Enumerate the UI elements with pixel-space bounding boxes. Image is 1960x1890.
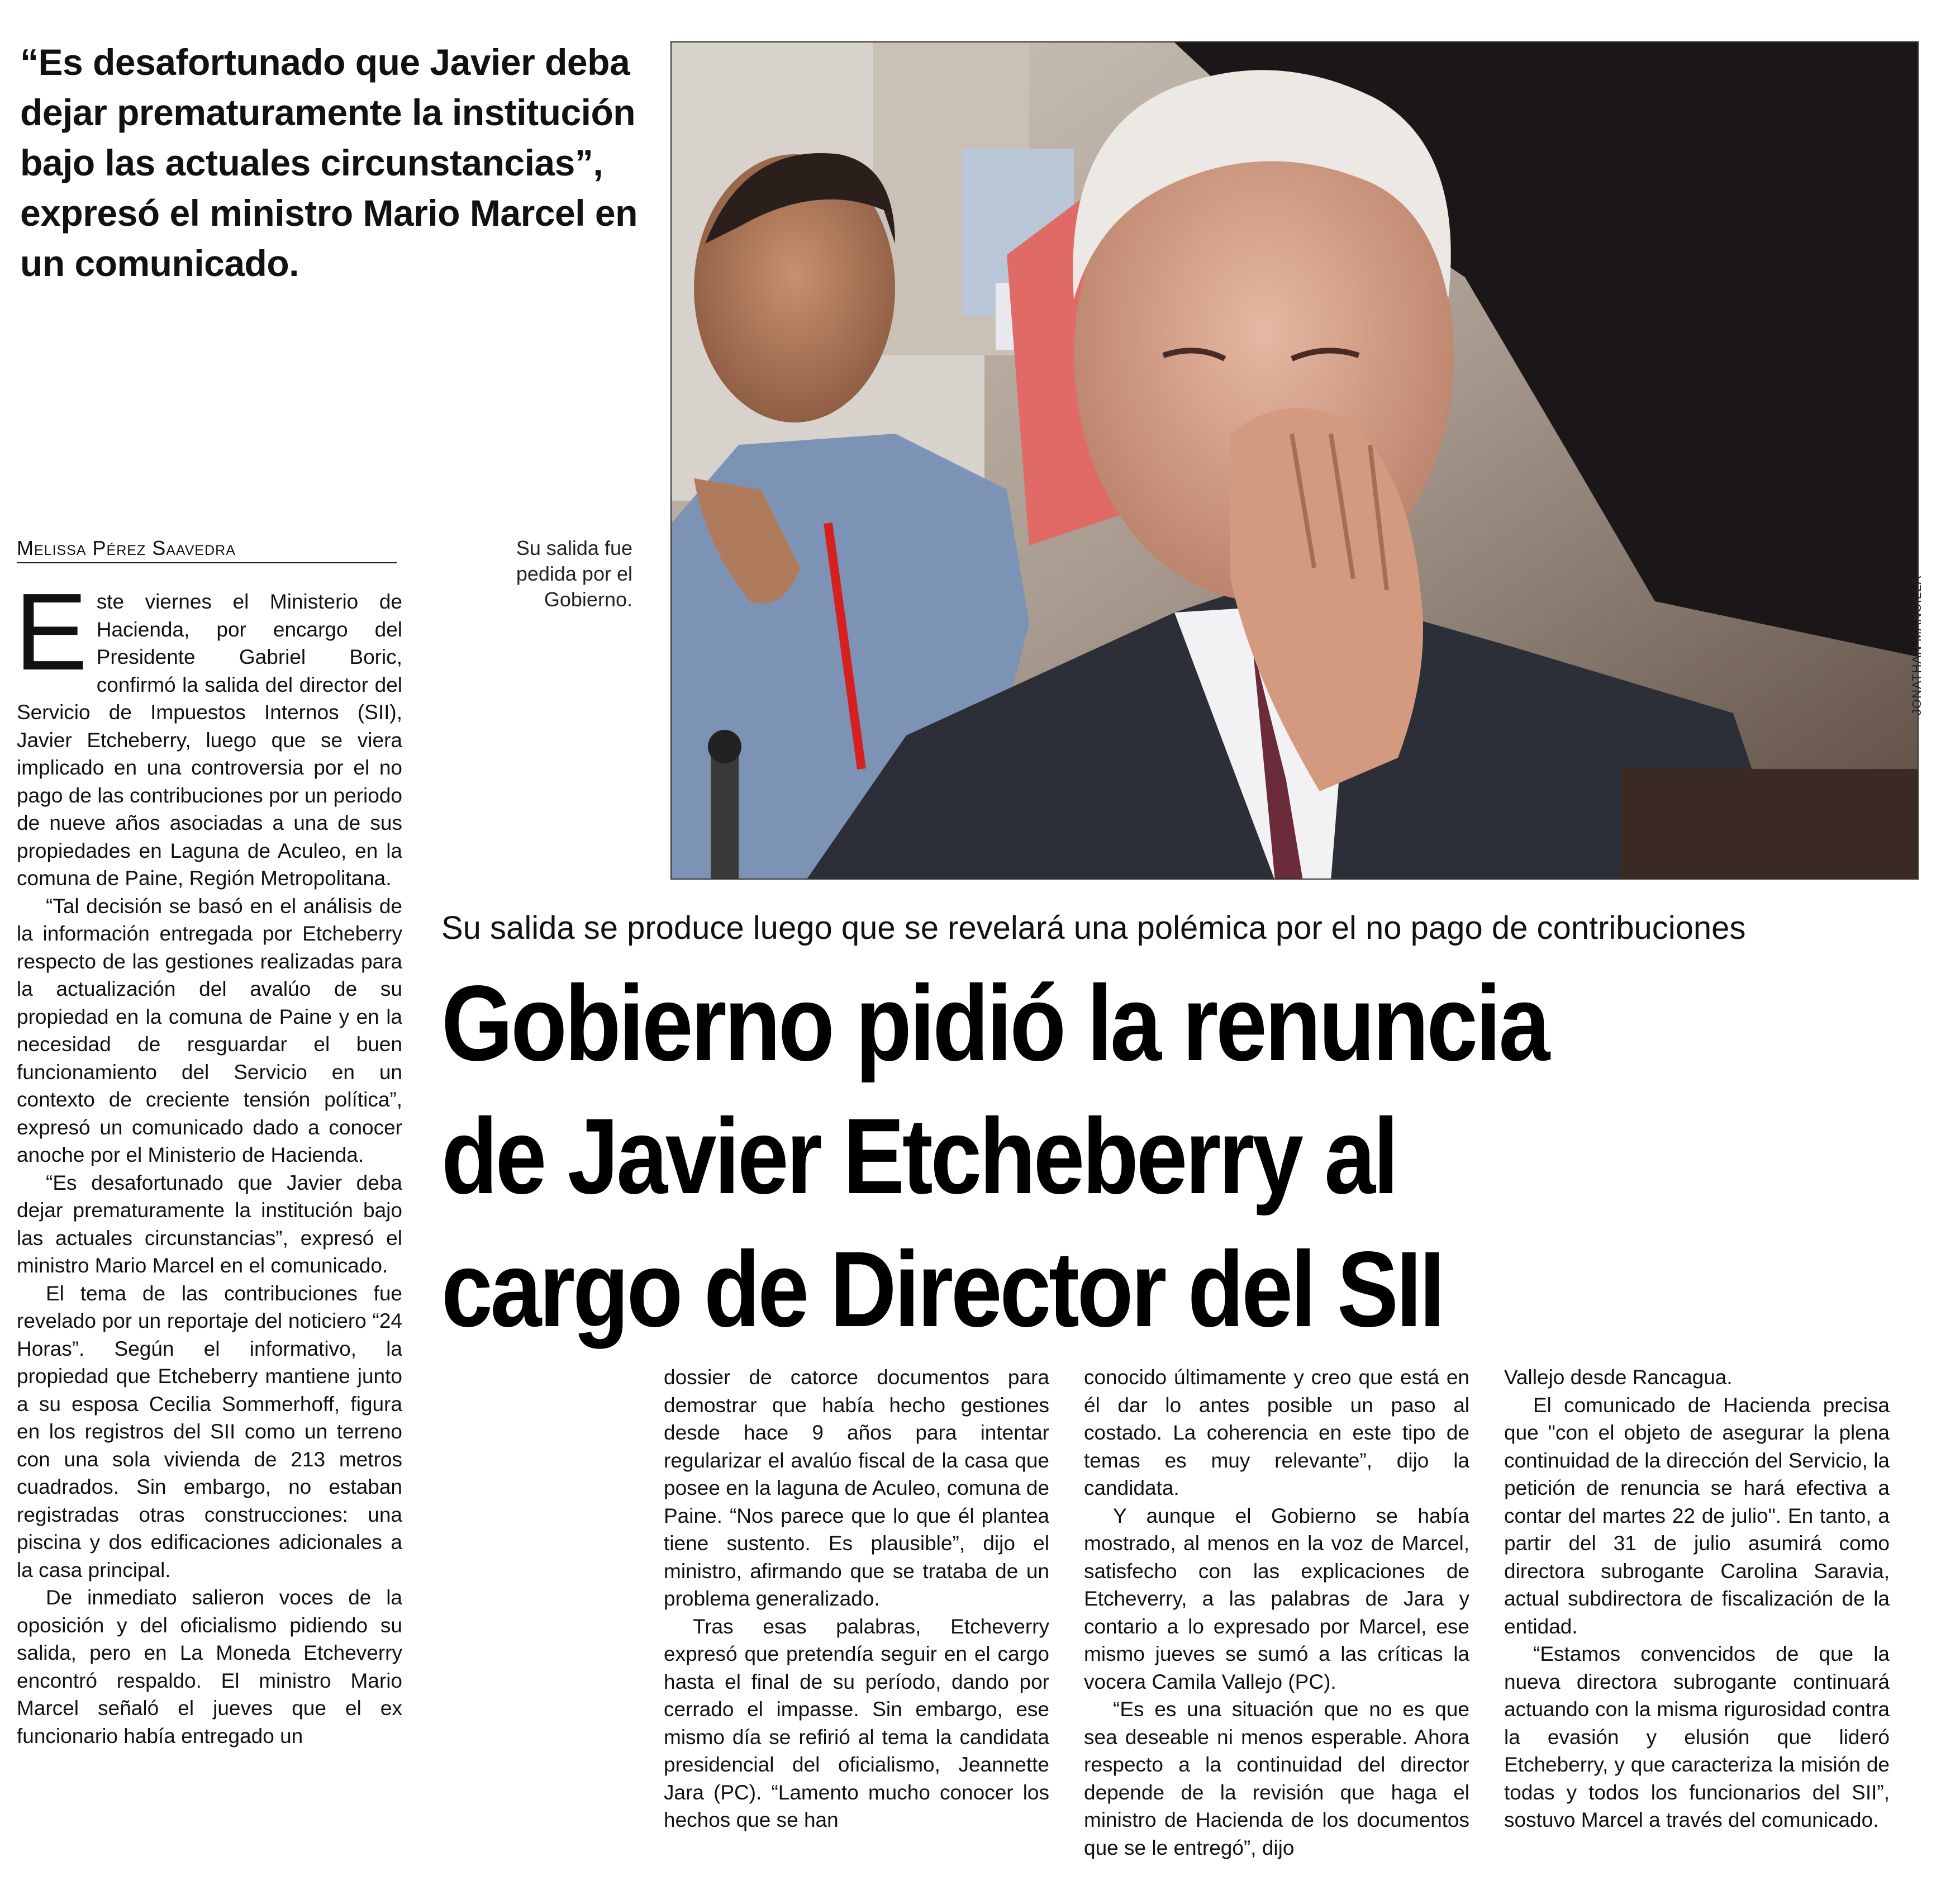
article-column-4 (1504, 1364, 1890, 1834)
paragraph: “Tal decisión se basó en el análisis de la información entregada por Etcheberry respecto de las gestiones realizadas para la actualización del avalúo de su propiedad en la comuna de Paine y en la necesidad de resguardar el buen funcionamiento del Servicio en un contexto de creciente tensión política”, expresó un comunicado dado a conocer anoche por el Ministerio de Hacienda. (17, 894, 402, 1166)
drop-cap: E (15, 571, 88, 693)
paragraph (15, 571, 402, 892)
paragraph: “Es es una situación que no es que sea deseable ni menos esperable. Ahora respecto a la continuidad del director depende de la revisión que haga el ministro de Hacienda de los documentos que se le entregó”, dijo (1084, 1698, 1469, 1859)
paragraph: dossier de catorce documentos para demostrar que había hecho gestiones desde hace 9 años para intentar regularizar el avalúo fiscal de la casa que posee en la laguna de Aculeo, comuna de Paine. “Nos parece que lo que él plantea tiene sustento. Es plausible”, dijo el ministro, afirmando que se trataba de un problema generalizado. (664, 1366, 1049, 1610)
paragraph: conocido últimamente y creo que está en él dar lo antes posible un paso al costado. La coherencia en este tipo de temas es muy relevante”, dijo la candidata. (1084, 1366, 1469, 1499)
paragraph: “Es desafortunado que Javier deba dejar prematuramente la institución bajo las actuales circunstancias”, expresó el ministro Mario Marcel en el comunicado. (17, 1171, 402, 1277)
paragraph: Vallejo desde Rancagua. (1504, 1366, 1733, 1389)
headline-line-1: Gobierno pidió la renuncia (441, 963, 1548, 1083)
news-photo (670, 41, 1919, 880)
article-column-1 (15, 571, 402, 1750)
headline (441, 957, 1715, 1356)
article-column-2 (664, 1364, 1049, 1834)
kicker: Su salida se produce luego que se revelará una polémica por el no pago de contribuciones (441, 910, 1746, 946)
paragraph: “Estamos convencidos de que la nueva directora subrogante continuará actuando con la misma rigurosidad contra la evasión y elusión que lideró Etcheberry, y que caracteriza la misión de todas y todos los funcionarios del SII”, sostuvo Marcel a través del comunicado. (1504, 1642, 1890, 1831)
paragraph: El tema de las contribuciones fue revelado por un reportaje del noticiero “24 Horas”. Según el informativo, la propiedad que Etcheberry mantiene junto a su esposa Cecilia Sommerhoff, figura en los registros del SII como un terreno con una sola vivienda de 213 metros cuadrados. Sin embargo, no estaban registradas otras construcciones: una piscina y dos edificaciones adicionales a la casa principal. (17, 1281, 402, 1582)
article-column-3 (1084, 1364, 1469, 1861)
headline-line-3: cargo de Director del SII (441, 1229, 1443, 1349)
headline-line-2: de Javier Etcheberry al (441, 1096, 1397, 1216)
pull-quote: “Es desafortunado que Javier deba dejar prematuramente la institución bajo las actuales circunstancias”, expresó el ministro Mario Marcel en un comunicado. (20, 41, 638, 284)
paragraph-text: ste viernes el Ministerio de Hacienda, por encargo del Presidente Gabriel Boric, confirmó la salida del director del Servicio de Impuestos Internos (SII), Javier Etcheberry, luego que se viera implicado en una controversia por el no pago de las contribuciones por un periodo de nueve años asociadas a una de sus propiedades en Laguna de Aculeo, en la comuna de Paine, Región Metropolitana. (17, 590, 402, 890)
photo-credit: JONATHAN MANCILLA (1910, 575, 1924, 715)
photo-caption: Su salida fue pedida por el Gobierno. (516, 536, 632, 611)
paragraph: El comunicado de Hacienda precisa que "con el objeto de asegurar la plena continuidad de la dirección del Servicio, la petición de renuncia se hará efectiva a contar del martes 22 de julio". En tanto, a partir del 31 de julio asumirá como directora subrogante Carolina Saravia, actual subdirectora de fiscalización de la entidad. (1504, 1393, 1890, 1638)
byline: Melissa Pérez Saavedra (17, 536, 397, 563)
paragraph: De inmediato salieron voces de la oposición y del oficialismo pidiendo su salida, pero en La Moneda Etcheverry encontró respaldo. El ministro Mario Marcel señaló el jueves que el ex funcionario había entregado un (17, 1586, 402, 1747)
paragraph: Y aunque el Gobierno se había mostrado, al menos en la voz de Marcel, satisfecho con las explicaciones de Etcheverry, a las palabras de Jara y contario a lo expresado por Marcel, ese mismo jueves se sumó a las críticas la vocera Camila Vallejo (PC). (1084, 1504, 1469, 1693)
paragraph: Tras esas palabras, Etcheverry expresó que pretendía seguir en el cargo hasta el final de su período, dando por cerrado el impasse. Sin embargo, ese mismo día se refirió al tema la candidata presidencial del oficialismo, Jeannette Jara (PC). “Lamento mucho conocer los hechos que se han (664, 1614, 1049, 1831)
